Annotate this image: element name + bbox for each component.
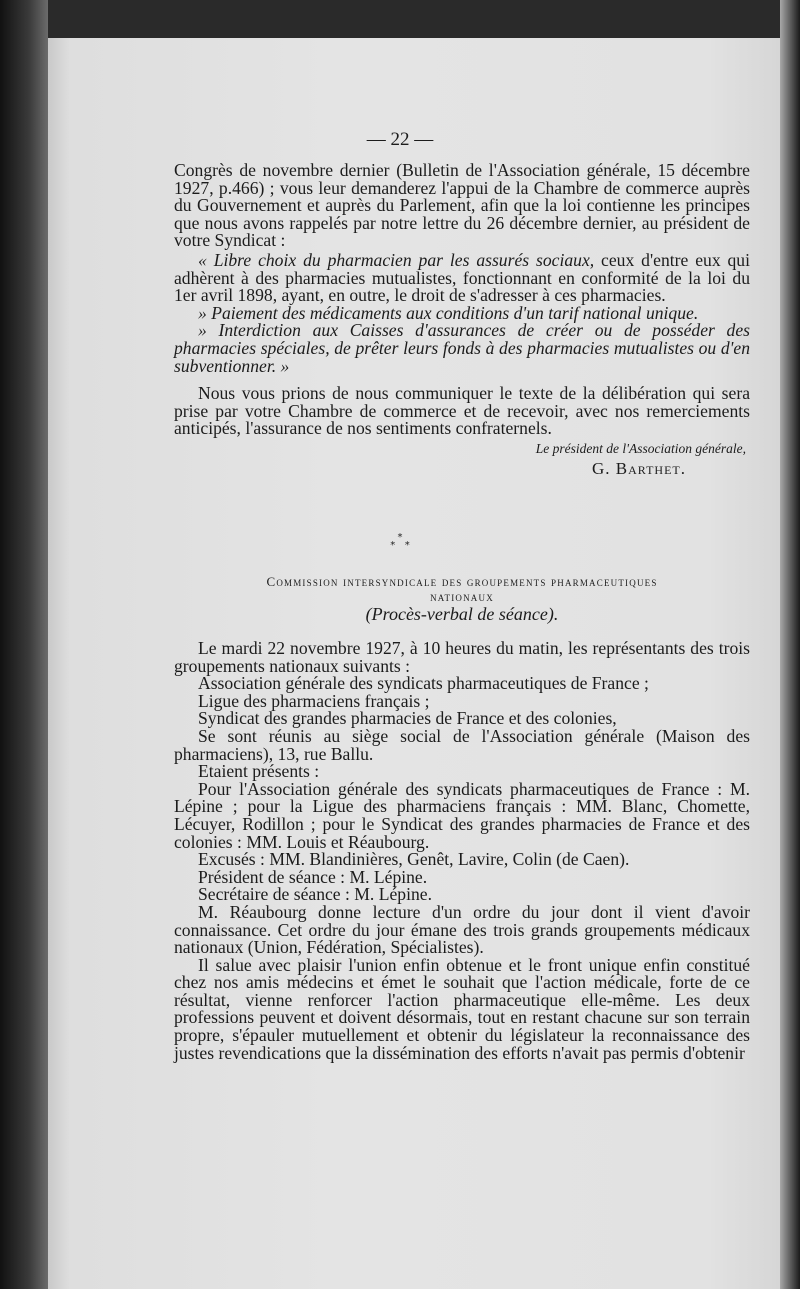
minutes-paragraph: Syndicat des grandes pharmacies de France et des colonies, <box>198 708 617 729</box>
minutes-paragraph: Il salue avec plaisir l'union enfin obtenue et le front unique enfin constitué chez nos amis médecins et émet le souhait que l'action médicale, forte de ce résultat, vienne renforcer l'action pharmaceutique elle-même. Les deux professions peuvent et doivent désormais, tout en restant chacune sur son terrain propre, s'épauler mutuellement et obtenir du législateur la reconnaissance des justes revendications que la dissémination des efforts n'avait pas permis d'obtenir <box>174 954 750 1063</box>
minutes-paragraph: Etaient présents : <box>198 761 320 782</box>
signature-title: Le président de l'Association générale, <box>535 440 746 456</box>
letter-block <box>174 162 750 477</box>
commission-title-line1: Commission intersyndicale des groupements pharmaceutiques <box>266 574 658 589</box>
quote-libre-choix-italic: « Libre choix du pharmacien par les assurés sociaux, <box>198 249 595 270</box>
page-number: — 22 — <box>366 129 434 150</box>
commission-section <box>174 574 750 624</box>
signature-name: G. Barthet. <box>592 458 686 478</box>
minutes-paragraph: Le mardi 22 novembre 1927, à 10 heures du matin, les représentants des trois groupements nationaux suivants : <box>174 638 750 676</box>
quote-interdiction: » Interdiction aux Caisses d'assurances de créer ou de posséder des pharmacies spéciales, de prêter leurs fonds à des pharmacies mutualistes ou d'en subventionner. » <box>174 320 750 376</box>
minutes-paragraph: Pour l'Association générale des syndicats pharmaceutiques de France : M. Lépine ; pour la Ligue des pharmaciens français : MM. Blanc, Chomette, Lécuyer, Rodillon ; pour le Syndicat des grandes pharmacies de France et des colonies : MM. Louis et Réaubourg. <box>174 778 750 852</box>
star-bottom: * * <box>390 540 410 551</box>
commission-title-line2: nationaux <box>430 589 494 604</box>
section-separator-stars <box>0 534 800 550</box>
page-edge <box>780 0 800 1289</box>
quote-libre-choix-rest: ceux d'entre eux qui adhèrent à des pharmacies mutualistes, fonctionnant en conformité de la loi du 1er avril 1898, ayant, en outre, le droit de s'adresser à ces pharmacies. <box>174 249 750 306</box>
minutes-body <box>174 640 750 1062</box>
minutes-paragraph: M. Réaubourg donne lecture d'un ordre du jour dont il vient d'avoir connaissance. Cet ordre du jour émane des trois grands groupements médicaux nationaux (Union, Fédération, Spécialistes). <box>174 901 750 958</box>
quote-paiement: » Paiement des médicaments aux conditions d'un tarif national unique. <box>198 302 699 323</box>
minutes-paragraph: Secrétaire de séance : M. Lépine. <box>198 884 432 905</box>
minutes-paragraph: Président de séance : M. Lépine. <box>198 866 428 887</box>
minutes-paragraph: Se sont réunis au siège social de l'Association générale (Maison des pharmaciens), 13, rue Ballu. <box>174 725 750 764</box>
minutes-paragraph: Association générale des syndicats pharmaceutiques de France ; <box>198 673 649 694</box>
minutes-paragraph: Excusés : MM. Blandinières, Genêt, Lavire, Colin (de Caen). <box>198 849 630 870</box>
closing-paragraph: Nous vous prions de nous communiquer le texte de la délibération qui sera prise par votre Chambre de commerce et de recevoir, avec nos remerciements anticipés, l'assurance de nos sentiments confraternels. <box>174 383 750 439</box>
quote-libre-choix <box>174 249 750 306</box>
commission-subtitle: (Procès-verbal de séance). <box>365 604 559 624</box>
minutes-paragraph: Ligue des pharmaciens français ; <box>198 690 430 711</box>
letter-paragraph: Congrès de novembre dernier (Bulletin de l'Association générale, 15 décembre 1927, p.466) ; vous leur demanderez l'appui de la Chambre de commerce auprès du Gouvernement et auprès du Parlement, afin que la loi contienne les principes que nous avons rappelés par notre lettre du 26 décembre dernier, au président de votre Syndicat : <box>174 160 750 251</box>
book-spine <box>0 0 48 1289</box>
star-top: * <box>397 532 403 543</box>
